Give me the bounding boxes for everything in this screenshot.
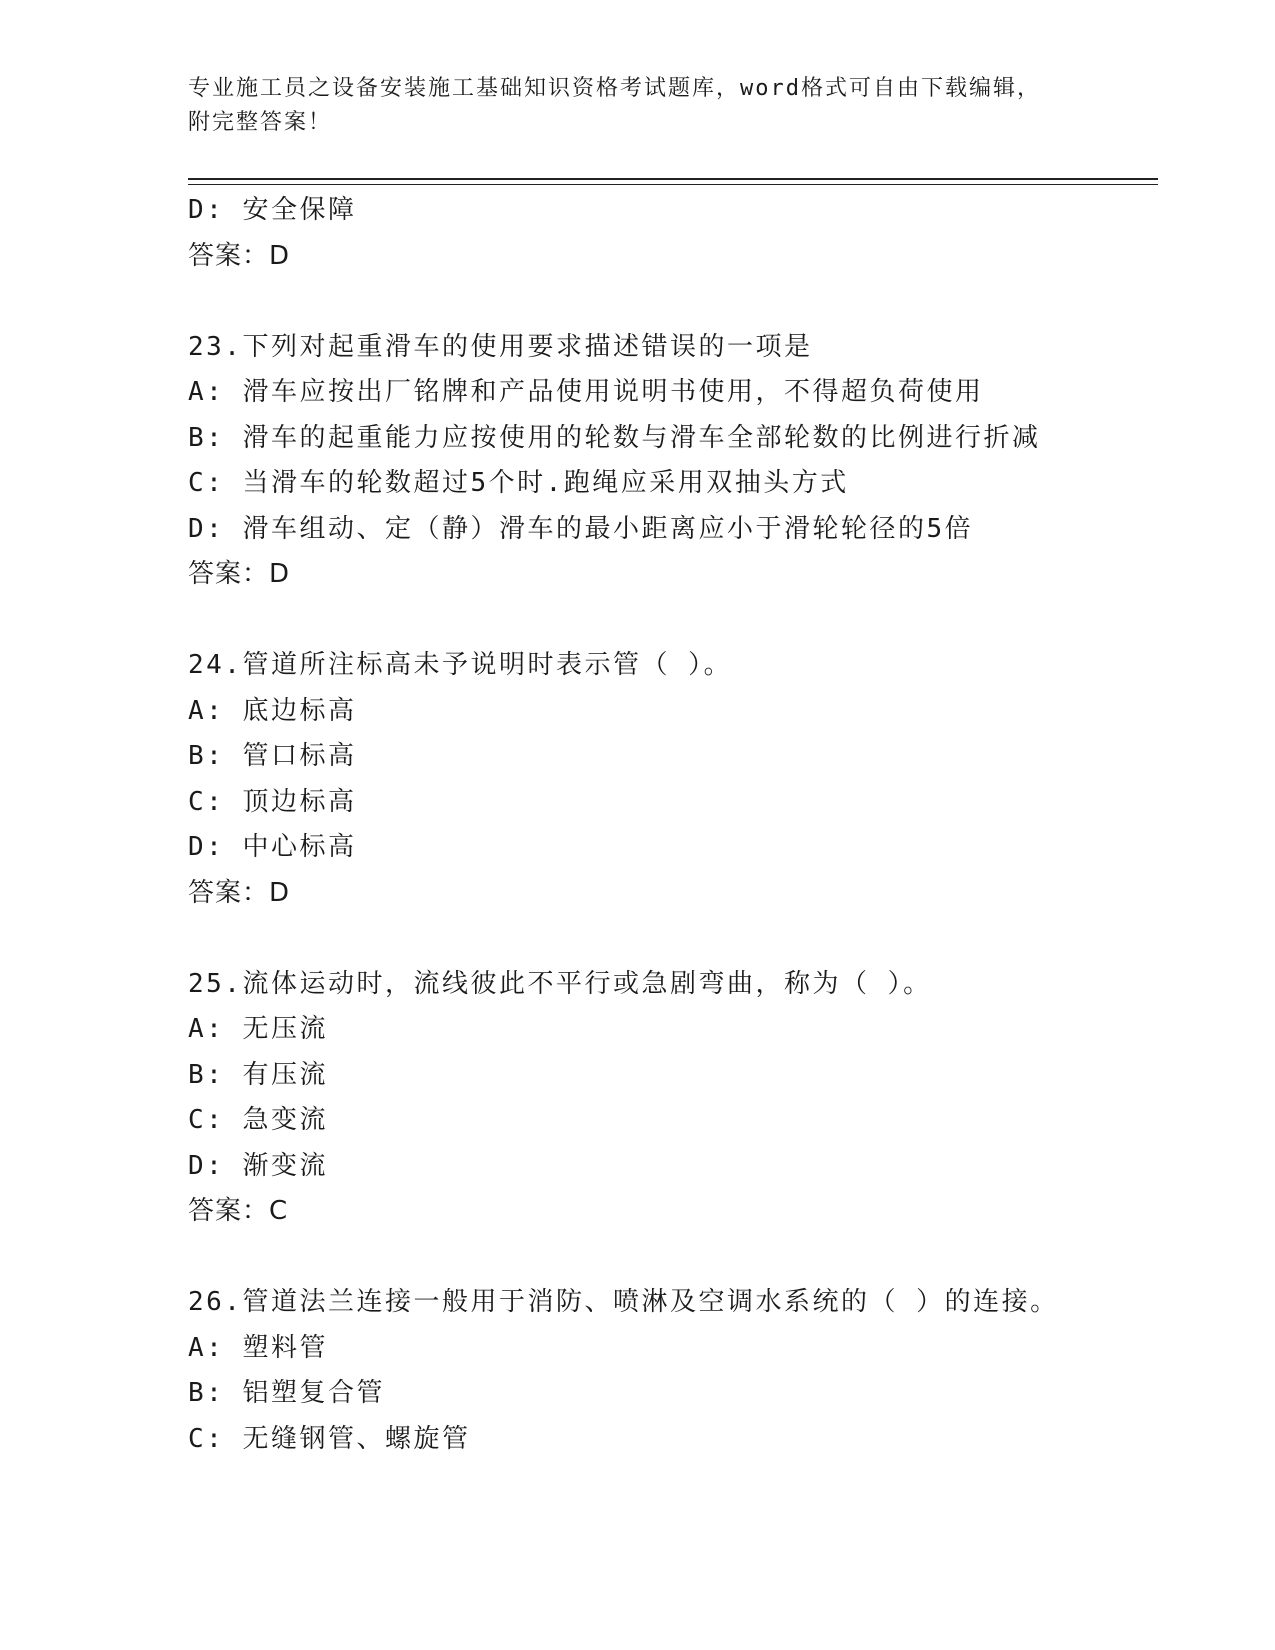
option-d: D: 滑车组动、定（静）滑车的最小距离应小于滑轮轮径的5倍 xyxy=(188,513,974,544)
option-a: A: 底边标高 xyxy=(188,695,357,726)
option-c: C: 无缝钢管、螺旋管 xyxy=(188,1423,471,1454)
option-c: C: 当滑车的轮数超过5个时.跑绳应采用双抽头方式 xyxy=(188,468,849,498)
header-line-1: 专业施工员之设备安装施工基础知识资格考试题库，word格式可自由下载编辑， xyxy=(188,76,1041,101)
spacer xyxy=(188,598,1158,644)
answer-line: 答案：D xyxy=(188,240,291,271)
option-b: B: 铝塑复合管 xyxy=(188,1378,385,1408)
question-stem-26: 26.管道法兰连接一般用于消防、喷淋及空调水系统的（ ）的连接。 xyxy=(188,1287,1059,1317)
option-c: C: 顶边标高 xyxy=(188,786,357,817)
option-a: A: 滑车应按出厂铭牌和产品使用说明书使用，不得超负荷使用 xyxy=(188,377,984,407)
question-stem-23: 23.下列对起重滑车的使用要求描述错误的一项是 xyxy=(188,331,813,362)
option-b: B: 管口标高 xyxy=(188,741,357,771)
answer-line: 答案：C xyxy=(188,1196,289,1226)
option-d: D: 中心标高 xyxy=(188,832,357,862)
option-a: A: 无压流 xyxy=(188,1014,328,1044)
header-line-2: 附完整答案！ xyxy=(188,110,333,135)
option-b: B: 滑车的起重能力应按使用的轮数与滑车全部轮数的比例进行折减 xyxy=(188,422,1041,453)
question-stem-25: 25.流体运动时，流线彼此不平行或急剧弯曲，称为（ ）。 xyxy=(188,968,932,999)
answer-line: 答案：D xyxy=(188,559,291,589)
question-stem-24: 24.管道所注标高未予说明时表示管（ ）。 xyxy=(188,650,733,680)
option-d: D: 安全保障 xyxy=(188,195,357,225)
option-a: A: 塑料管 xyxy=(188,1332,328,1363)
option-c: C: 急变流 xyxy=(188,1105,328,1135)
spacer xyxy=(188,916,1158,962)
spacer xyxy=(188,1235,1158,1281)
spacer xyxy=(188,279,1158,325)
option-d: D: 渐变流 xyxy=(188,1150,328,1181)
header-divider xyxy=(188,178,1158,185)
answer-line: 答案：D xyxy=(188,877,291,908)
option-b: B: 有压流 xyxy=(188,1059,328,1090)
document-header xyxy=(188,72,1088,140)
question-list xyxy=(188,188,1158,1462)
